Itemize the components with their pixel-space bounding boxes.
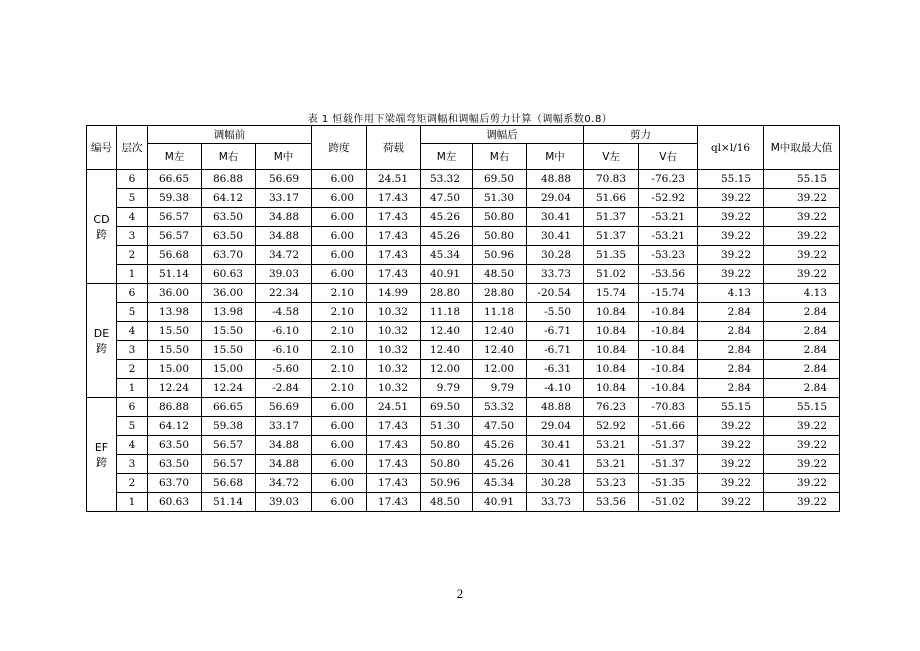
value-cell: -51.37 — [639, 436, 698, 455]
value-cell: 39.22 — [764, 208, 840, 227]
value-cell: 29.04 — [527, 189, 584, 208]
value-cell: 48.88 — [527, 398, 584, 417]
value-cell: 17.43 — [367, 265, 421, 284]
floor-cell: 5 — [117, 189, 148, 208]
floor-cell: 1 — [117, 379, 148, 398]
value-cell: 10.84 — [584, 303, 639, 322]
value-cell: 56.69 — [256, 398, 312, 417]
value-cell: 51.14 — [202, 493, 256, 512]
value-cell: 15.50 — [148, 341, 202, 360]
page-number: 2 — [456, 586, 464, 601]
value-cell: -10.84 — [639, 322, 698, 341]
value-cell: 15.50 — [202, 322, 256, 341]
table-row — [87, 303, 840, 322]
value-cell: 50.96 — [473, 246, 527, 265]
value-cell: -10.84 — [639, 360, 698, 379]
value-cell: -10.84 — [639, 341, 698, 360]
table-row — [87, 379, 840, 398]
value-cell: 63.70 — [148, 474, 202, 493]
span-group-label: CD跨 — [87, 170, 117, 284]
table-row — [87, 341, 840, 360]
header-before-m-mid: M中 — [256, 144, 312, 170]
table-row — [87, 322, 840, 341]
header-hezai: 荷载 — [367, 126, 421, 170]
value-cell: 6.00 — [312, 227, 367, 246]
value-cell: 10.84 — [584, 322, 639, 341]
value-cell: 45.26 — [473, 436, 527, 455]
moment-shear-table — [86, 125, 840, 512]
value-cell: 13.98 — [202, 303, 256, 322]
value-cell: 50.80 — [473, 208, 527, 227]
value-cell: 30.41 — [527, 227, 584, 246]
value-cell: 39.22 — [764, 474, 840, 493]
table-row — [87, 246, 840, 265]
value-cell: 28.80 — [473, 284, 527, 303]
floor-cell: 3 — [117, 227, 148, 246]
value-cell: 15.74 — [584, 284, 639, 303]
value-cell: 56.57 — [148, 227, 202, 246]
floor-cell: 4 — [117, 208, 148, 227]
value-cell: -10.84 — [639, 303, 698, 322]
value-cell: 40.91 — [421, 265, 473, 284]
value-cell: 63.50 — [202, 227, 256, 246]
value-cell: 36.00 — [148, 284, 202, 303]
value-cell: 56.68 — [148, 246, 202, 265]
value-cell: -6.71 — [527, 322, 584, 341]
value-cell: 2.84 — [764, 360, 840, 379]
value-cell: 45.34 — [473, 474, 527, 493]
value-cell: 53.21 — [584, 436, 639, 455]
value-cell: 86.88 — [202, 170, 256, 189]
value-cell: 39.22 — [698, 493, 764, 512]
value-cell: 2.10 — [312, 322, 367, 341]
value-cell: 4.13 — [698, 284, 764, 303]
value-cell: 47.50 — [421, 189, 473, 208]
value-cell: 4.13 — [764, 284, 840, 303]
table-row — [87, 493, 840, 512]
value-cell: 64.12 — [202, 189, 256, 208]
value-cell: 59.38 — [148, 189, 202, 208]
value-cell: 30.41 — [527, 208, 584, 227]
floor-cell: 1 — [117, 493, 148, 512]
value-cell: 10.84 — [584, 360, 639, 379]
header-after-m-left: M左 — [421, 144, 473, 170]
value-cell: 39.03 — [256, 265, 312, 284]
value-cell: 10.32 — [367, 379, 421, 398]
value-cell: -76.23 — [639, 170, 698, 189]
value-cell: 63.70 — [202, 246, 256, 265]
value-cell: 39.22 — [698, 436, 764, 455]
header-kuadu: 跨度 — [312, 126, 367, 170]
value-cell: 33.17 — [256, 417, 312, 436]
value-cell: 53.23 — [584, 474, 639, 493]
value-cell: 17.43 — [367, 455, 421, 474]
value-cell: 15.50 — [148, 322, 202, 341]
value-cell: 51.37 — [584, 227, 639, 246]
value-cell: -53.56 — [639, 265, 698, 284]
value-cell: 51.30 — [421, 417, 473, 436]
value-cell: 60.63 — [148, 493, 202, 512]
value-cell: 45.26 — [421, 208, 473, 227]
value-cell: 56.68 — [202, 474, 256, 493]
value-cell: 66.65 — [148, 170, 202, 189]
value-cell: 34.72 — [256, 474, 312, 493]
value-cell: 6.00 — [312, 170, 367, 189]
value-cell: 2.84 — [698, 322, 764, 341]
value-cell: 6.00 — [312, 417, 367, 436]
table-row — [87, 284, 840, 303]
value-cell: 33.73 — [527, 493, 584, 512]
value-cell: 70.83 — [584, 170, 639, 189]
value-cell: 30.41 — [527, 436, 584, 455]
value-cell: 45.26 — [421, 227, 473, 246]
value-cell: 55.15 — [698, 170, 764, 189]
value-cell: 2.84 — [698, 360, 764, 379]
value-cell: 34.88 — [256, 227, 312, 246]
value-cell: 56.69 — [256, 170, 312, 189]
value-cell: 6.00 — [312, 189, 367, 208]
value-cell: -51.35 — [639, 474, 698, 493]
value-cell: 6.00 — [312, 208, 367, 227]
value-cell: 10.32 — [367, 360, 421, 379]
header-v-right: V右 — [639, 144, 698, 170]
value-cell: 2.84 — [764, 322, 840, 341]
value-cell: 34.88 — [256, 455, 312, 474]
value-cell: 12.24 — [148, 379, 202, 398]
span-group-label: DE跨 — [87, 284, 117, 398]
value-cell: 39.22 — [698, 265, 764, 284]
value-cell: 2.10 — [312, 379, 367, 398]
value-cell: 2.10 — [312, 284, 367, 303]
value-cell: 15.00 — [148, 360, 202, 379]
value-cell: 63.50 — [148, 436, 202, 455]
value-cell: 86.88 — [148, 398, 202, 417]
value-cell: 53.56 — [584, 493, 639, 512]
value-cell: 52.92 — [584, 417, 639, 436]
value-cell: 39.22 — [764, 189, 840, 208]
floor-cell: 4 — [117, 322, 148, 341]
floor-cell: 4 — [117, 436, 148, 455]
floor-cell: 2 — [117, 474, 148, 493]
value-cell: 10.32 — [367, 303, 421, 322]
value-cell: 51.14 — [148, 265, 202, 284]
value-cell: 50.80 — [421, 455, 473, 474]
table-row — [87, 360, 840, 379]
value-cell: 6.00 — [312, 265, 367, 284]
value-cell: 56.57 — [202, 436, 256, 455]
value-cell: 39.22 — [764, 246, 840, 265]
value-cell: 60.63 — [202, 265, 256, 284]
value-cell: -5.50 — [527, 303, 584, 322]
table-row — [87, 474, 840, 493]
value-cell: 11.18 — [473, 303, 527, 322]
value-cell: 50.96 — [421, 474, 473, 493]
value-cell: 63.50 — [202, 208, 256, 227]
value-cell: 15.50 — [202, 341, 256, 360]
value-cell: 48.50 — [473, 265, 527, 284]
table-caption: 表 1 恒载作用下梁端弯矩调幅和调幅后剪力计算（调幅系数0.8） — [307, 114, 613, 125]
value-cell: 17.43 — [367, 227, 421, 246]
value-cell: 33.17 — [256, 189, 312, 208]
value-cell: 34.88 — [256, 208, 312, 227]
header-v-left: V左 — [584, 144, 639, 170]
table-body — [87, 170, 840, 512]
floor-cell: 5 — [117, 303, 148, 322]
value-cell: 34.88 — [256, 436, 312, 455]
value-cell: 2.84 — [764, 303, 840, 322]
span-group-label: EF跨 — [87, 398, 117, 512]
value-cell: 30.28 — [527, 474, 584, 493]
table-row — [87, 265, 840, 284]
value-cell: 53.32 — [421, 170, 473, 189]
value-cell: 6.00 — [312, 493, 367, 512]
value-cell: 39.03 — [256, 493, 312, 512]
value-cell: 76.23 — [584, 398, 639, 417]
value-cell: 2.10 — [312, 341, 367, 360]
value-cell: -70.83 — [639, 398, 698, 417]
value-cell: 6.00 — [312, 474, 367, 493]
value-cell: -20.54 — [527, 284, 584, 303]
value-cell: -2.84 — [256, 379, 312, 398]
value-cell: -4.58 — [256, 303, 312, 322]
value-cell: 12.40 — [421, 341, 473, 360]
value-cell: -52.92 — [639, 189, 698, 208]
value-cell: 24.51 — [367, 398, 421, 417]
value-cell: 28.80 — [421, 284, 473, 303]
value-cell: 33.73 — [527, 265, 584, 284]
value-cell: -51.02 — [639, 493, 698, 512]
header-before-m-right: M右 — [202, 144, 256, 170]
value-cell: -53.21 — [639, 227, 698, 246]
value-cell: -51.66 — [639, 417, 698, 436]
value-cell: 45.34 — [421, 246, 473, 265]
value-cell: 14.99 — [367, 284, 421, 303]
value-cell: 55.15 — [764, 170, 840, 189]
value-cell: 11.18 — [421, 303, 473, 322]
value-cell: 40.91 — [473, 493, 527, 512]
value-cell: 45.26 — [473, 455, 527, 474]
value-cell: 9.79 — [421, 379, 473, 398]
value-cell: 2.10 — [312, 303, 367, 322]
value-cell: -6.71 — [527, 341, 584, 360]
value-cell: 48.50 — [421, 493, 473, 512]
header-ql: ql×l/16 — [698, 126, 764, 170]
value-cell: 17.43 — [367, 189, 421, 208]
value-cell: 63.50 — [148, 455, 202, 474]
value-cell: 69.50 — [421, 398, 473, 417]
value-cell: 30.28 — [527, 246, 584, 265]
value-cell: 13.98 — [148, 303, 202, 322]
value-cell: 6.00 — [312, 246, 367, 265]
value-cell: 50.80 — [473, 227, 527, 246]
table-row — [87, 455, 840, 474]
table-row — [87, 170, 840, 189]
header-after: 调幅后 — [421, 126, 584, 144]
header-before-m-left: M左 — [148, 144, 202, 170]
floor-cell: 2 — [117, 246, 148, 265]
value-cell: 39.22 — [764, 227, 840, 246]
floor-cell: 6 — [117, 284, 148, 303]
floor-cell: 1 — [117, 265, 148, 284]
value-cell: 2.84 — [698, 341, 764, 360]
value-cell: -15.74 — [639, 284, 698, 303]
value-cell: 2.10 — [312, 360, 367, 379]
value-cell: 53.32 — [473, 398, 527, 417]
value-cell: 12.00 — [473, 360, 527, 379]
value-cell: 56.57 — [202, 455, 256, 474]
floor-cell: 5 — [117, 417, 148, 436]
value-cell: 6.00 — [312, 455, 367, 474]
value-cell: -5.60 — [256, 360, 312, 379]
value-cell: 12.40 — [473, 341, 527, 360]
value-cell: 30.41 — [527, 455, 584, 474]
value-cell: 12.24 — [202, 379, 256, 398]
value-cell: 2.84 — [764, 341, 840, 360]
header-before: 调幅前 — [148, 126, 312, 144]
value-cell: -6.10 — [256, 322, 312, 341]
value-cell: 24.51 — [367, 170, 421, 189]
value-cell: 2.84 — [764, 379, 840, 398]
value-cell: 12.40 — [421, 322, 473, 341]
header-after-m-right: M右 — [473, 144, 527, 170]
value-cell: 39.22 — [764, 417, 840, 436]
value-cell: 64.12 — [148, 417, 202, 436]
value-cell: 10.32 — [367, 341, 421, 360]
value-cell: 6.00 — [312, 436, 367, 455]
value-cell: 9.79 — [473, 379, 527, 398]
value-cell: 10.32 — [367, 322, 421, 341]
value-cell: 50.80 — [421, 436, 473, 455]
value-cell: 39.22 — [698, 189, 764, 208]
value-cell: 17.43 — [367, 493, 421, 512]
value-cell: 39.22 — [698, 417, 764, 436]
table-row — [87, 417, 840, 436]
table-row — [87, 208, 840, 227]
value-cell: -6.10 — [256, 341, 312, 360]
floor-cell: 3 — [117, 341, 148, 360]
value-cell: 51.35 — [584, 246, 639, 265]
value-cell: -6.31 — [527, 360, 584, 379]
value-cell: 2.84 — [698, 379, 764, 398]
table-row — [87, 398, 840, 417]
header-cengci: 层次 — [117, 126, 148, 170]
value-cell: 2.84 — [698, 303, 764, 322]
value-cell: 55.15 — [764, 398, 840, 417]
value-cell: 17.43 — [367, 417, 421, 436]
value-cell: 47.50 — [473, 417, 527, 436]
value-cell: 10.84 — [584, 341, 639, 360]
value-cell: 39.22 — [698, 246, 764, 265]
value-cell: 39.22 — [698, 208, 764, 227]
value-cell: -53.21 — [639, 208, 698, 227]
value-cell: 17.43 — [367, 246, 421, 265]
value-cell: 55.15 — [698, 398, 764, 417]
value-cell: -53.23 — [639, 246, 698, 265]
value-cell: 6.00 — [312, 398, 367, 417]
header-bianhao: 编号 — [87, 126, 117, 170]
value-cell: 39.22 — [764, 265, 840, 284]
header-row-1 — [87, 126, 840, 144]
value-cell: 17.43 — [367, 208, 421, 227]
floor-cell: 6 — [117, 170, 148, 189]
value-cell: 66.65 — [202, 398, 256, 417]
value-cell: 53.21 — [584, 455, 639, 474]
header-after-m-mid: M中 — [527, 144, 584, 170]
value-cell: 51.37 — [584, 208, 639, 227]
value-cell: 29.04 — [527, 417, 584, 436]
value-cell: 69.50 — [473, 170, 527, 189]
value-cell: 51.66 — [584, 189, 639, 208]
value-cell: 59.38 — [202, 417, 256, 436]
value-cell: 12.00 — [421, 360, 473, 379]
value-cell: 51.30 — [473, 189, 527, 208]
value-cell: 15.00 — [202, 360, 256, 379]
value-cell: 22.34 — [256, 284, 312, 303]
value-cell: 36.00 — [202, 284, 256, 303]
header-mmax: M中取最大值 — [764, 126, 840, 170]
header-shear: 剪力 — [584, 126, 698, 144]
value-cell: 17.43 — [367, 436, 421, 455]
value-cell: 39.22 — [764, 493, 840, 512]
value-cell: -10.84 — [639, 379, 698, 398]
floor-cell: 2 — [117, 360, 148, 379]
floor-cell: 6 — [117, 398, 148, 417]
value-cell: 51.02 — [584, 265, 639, 284]
value-cell: 39.22 — [764, 455, 840, 474]
value-cell: -51.37 — [639, 455, 698, 474]
value-cell: 48.88 — [527, 170, 584, 189]
value-cell: 39.22 — [764, 436, 840, 455]
table-row — [87, 189, 840, 208]
value-cell: 10.84 — [584, 379, 639, 398]
floor-cell: 3 — [117, 455, 148, 474]
value-cell: 39.22 — [698, 474, 764, 493]
value-cell: 39.22 — [698, 455, 764, 474]
value-cell: 17.43 — [367, 474, 421, 493]
value-cell: 12.40 — [473, 322, 527, 341]
value-cell: 34.72 — [256, 246, 312, 265]
table-row — [87, 436, 840, 455]
value-cell: 56.57 — [148, 208, 202, 227]
value-cell: 39.22 — [698, 227, 764, 246]
value-cell: -4.10 — [527, 379, 584, 398]
table-row — [87, 227, 840, 246]
